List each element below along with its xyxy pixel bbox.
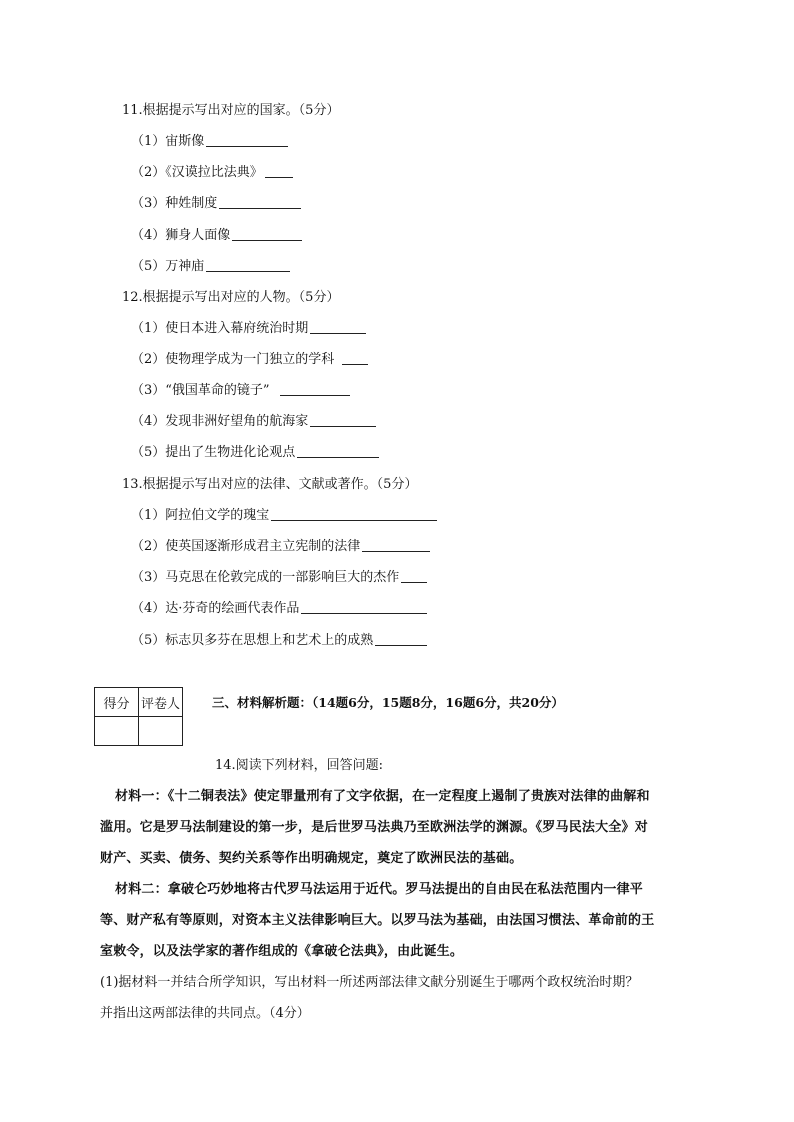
question-14-part-1-line-1: (1)据材料一并结合所学知识，写出材料一所述两部法律文献分别诞生于哪两个政权统治时期？ [100, 975, 639, 990]
answer-blank[interactable] [206, 137, 288, 147]
question-13-title: 13.根据提示写出对应的法律、文献或著作。（5分） [122, 477, 418, 492]
question-13-item-1: （1）阿拉伯文学的瑰宝 [131, 507, 437, 525]
material-2-line-3: 室敕令，以及法学家的著作组成的《拿破仑法典》，由此诞生。 [100, 944, 464, 959]
score-table [94, 687, 183, 746]
answer-blank[interactable] [219, 199, 301, 209]
grader-header: 评卷人 [139, 688, 183, 717]
question-11-item-2: （2）《汉谟拉比法典》 [131, 164, 293, 182]
answer-blank[interactable] [310, 417, 376, 427]
material-1-line-2: 滥用。它是罗马法制建设的第一步，是后世罗马法典乃至欧洲法学的渊源。《罗马民法大全》对 [100, 820, 648, 835]
score-cell[interactable] [95, 717, 139, 746]
question-12-item-4: （4）发现非洲好望角的航海家 [131, 413, 376, 431]
question-13-item-2: （2）使英国逐渐形成君主立宪制的法律 [131, 538, 430, 556]
question-12-item-1: （1）使日本进入幕府统治时期 [131, 320, 366, 338]
grader-cell[interactable] [139, 717, 183, 746]
answer-blank[interactable] [232, 231, 302, 241]
question-13-item-3: （3）马克思在伦敦完成的一部影响巨大的杰作 [131, 569, 427, 587]
question-12-item-5: （5）提出了生物进化论观点 [131, 444, 379, 462]
answer-blank[interactable] [362, 542, 430, 552]
answer-blank[interactable] [401, 573, 427, 583]
question-11-title: 11.根据提示写出对应的国家。（5分） [122, 103, 340, 118]
question-13-item-5: （5）标志贝多芬在思想上和艺术上的成熟 [131, 632, 427, 650]
answer-blank[interactable] [280, 386, 350, 396]
answer-blank[interactable] [265, 168, 293, 178]
material-2-line-1: 材料二：拿破仑巧妙地将古代罗马法运用于近代。罗马法提出的自由民在私法范围内一律平 [115, 882, 644, 897]
question-11-item-4: （4）狮身人面像 [131, 227, 302, 245]
answer-blank[interactable] [271, 511, 437, 521]
score-header: 得分 [95, 688, 139, 717]
answer-blank[interactable] [342, 355, 368, 365]
answer-blank[interactable] [297, 448, 379, 458]
answer-blank[interactable] [375, 636, 427, 646]
section-3-title: 三、材料解析题：（14题6分，15题8分，16题6分，共20分） [212, 695, 564, 710]
answer-blank[interactable] [310, 324, 366, 334]
question-13-item-4: （4）达·芬奇的绘画代表作品 [131, 600, 427, 618]
answer-blank[interactable] [206, 262, 290, 272]
question-12-item-2: （2）使物理学成为一门独立的学科 [131, 351, 368, 369]
question-12-title: 12.根据提示写出对应的人物。（5分） [122, 290, 340, 305]
question-12-item-3: （3）“俄国革命的镜子” [131, 382, 350, 400]
material-1-line-1: 材料一：《十二铜表法》使定罪量刑有了文字依据，在一定程度上遏制了贵族对法律的曲解和 [115, 789, 650, 804]
question-14-part-1-line-2: 并指出这两部法律的共同点。（4分） [100, 1006, 310, 1021]
question-11-item-5: （5）万神庙 [131, 258, 290, 276]
question-11-item-3: （3）种姓制度 [131, 195, 301, 213]
material-2-line-2: 等、财产私有等原则，对资本主义法律影响巨大。以罗马法为基础，由法国习惯法、革命前的王 [100, 913, 655, 928]
material-1-line-3: 财产、买卖、债务、契约关系等作出明确规定，奠定了欧洲民法的基础。 [100, 851, 523, 866]
answer-blank[interactable] [301, 604, 427, 614]
question-11-item-1: （1）宙斯像 [131, 133, 288, 151]
question-14-intro: 14.阅读下列材料，回答问题: [215, 758, 384, 773]
